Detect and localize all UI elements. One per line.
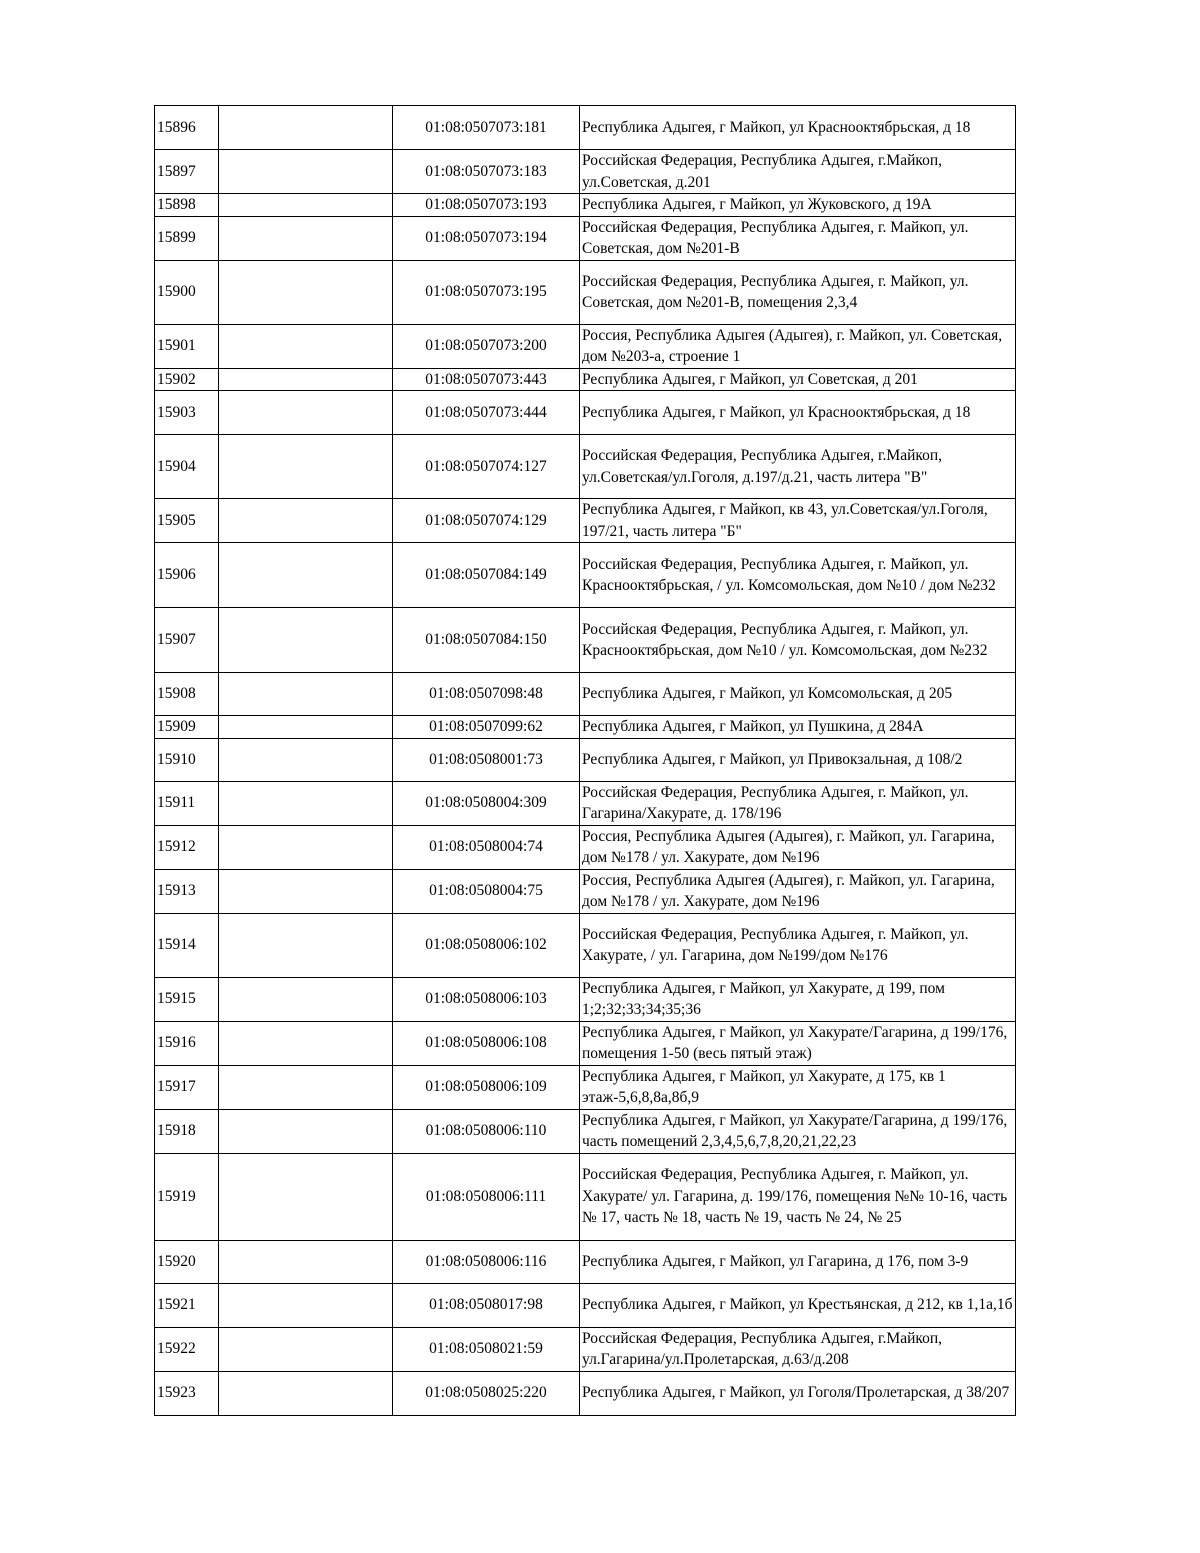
cadastral-number: 01:08:0508006:102 <box>393 913 580 977</box>
empty-cell <box>219 106 393 150</box>
table-row <box>155 106 1016 150</box>
address: Республика Адыгея, г Майкоп, ул Хакурате/Гагарина, д 199/176, помещения 1-50 (весь пятый этаж) <box>580 1021 1016 1065</box>
table-row <box>155 1371 1016 1415</box>
table-row <box>155 869 1016 913</box>
row-number: 15900 <box>155 260 219 324</box>
table-row <box>155 1109 1016 1153</box>
cadastral-number: 01:08:0507084:150 <box>393 608 580 673</box>
empty-cell <box>219 216 393 260</box>
empty-cell <box>219 716 393 739</box>
row-number: 15923 <box>155 1371 219 1415</box>
cadastral-number: 01:08:0507073:181 <box>393 106 580 150</box>
address: Республика Адыгея, г Майкоп, ул Гагарина, д 176, пом 3-9 <box>580 1240 1016 1283</box>
cadastral-number: 01:08:0507098:48 <box>393 673 580 716</box>
address: Россия, Республика Адыгея (Адыгея), г. Майкоп, ул. Советская, дом №203-а, строение 1 <box>580 324 1016 368</box>
row-number: 15915 <box>155 977 219 1021</box>
address: Республика Адыгея, г Майкоп, ул Краснооктябрьская, д 18 <box>580 391 1016 435</box>
row-number: 15904 <box>155 435 219 499</box>
empty-cell <box>219 324 393 368</box>
empty-cell <box>219 543 393 608</box>
row-number: 15896 <box>155 106 219 150</box>
table-row <box>155 673 1016 716</box>
cadastral-number: 01:08:0508006:108 <box>393 1021 580 1065</box>
empty-cell <box>219 608 393 673</box>
table-row <box>155 1240 1016 1283</box>
table-row <box>155 1065 1016 1109</box>
row-number: 15903 <box>155 391 219 435</box>
address: Республика Адыгея, г Майкоп, ул Хакурате, д 199, пом 1;2;32;33;34;35;36 <box>580 977 1016 1021</box>
row-number: 15920 <box>155 1240 219 1283</box>
address: Республика Адыгея, г Майкоп, ул Гоголя/Пролетарская, д 38/207 <box>580 1371 1016 1415</box>
address: Республика Адыгея, г Майкоп, ул Пушкина, д 284А <box>580 716 1016 739</box>
cadastral-number: 01:08:0508006:110 <box>393 1109 580 1153</box>
address: Российская Федерация, Республика Адыгея, г. Майкоп, ул. Хакурате/ ул. Гагарина, д. 199/176, помещения №№ 10-16, часть № 17, часть № 18, часть № 19, часть № 24, № 25 <box>580 1153 1016 1240</box>
empty-cell <box>219 391 393 435</box>
table-row <box>155 368 1016 391</box>
table-row <box>155 781 1016 825</box>
table-row <box>155 435 1016 499</box>
address: Республика Адыгея, г Майкоп, ул Комсомольская, д 205 <box>580 673 1016 716</box>
empty-cell <box>219 1021 393 1065</box>
address: Российская Федерация, Республика Адыгея, г.Майкоп, ул.Гагарина/ул.Пролетарская, д.63/д.208 <box>580 1327 1016 1371</box>
cadastral-number: 01:08:0508006:109 <box>393 1065 580 1109</box>
row-number: 15914 <box>155 913 219 977</box>
cadastral-number: 01:08:0507099:62 <box>393 716 580 739</box>
address: Республика Адыгея, г Майкоп, ул Советская, д 201 <box>580 368 1016 391</box>
cadastral-number: 01:08:0508006:111 <box>393 1153 580 1240</box>
address: Республика Адыгея, г Майкоп, ул Краснооктябрьская, д 18 <box>580 106 1016 150</box>
address: Россия, Республика Адыгея (Адыгея), г. Майкоп, ул. Гагарина, дом №178 / ул. Хакурате, дом №196 <box>580 825 1016 869</box>
address: Российская Федерация, Республика Адыгея, г. Майкоп, ул. Советская, дом №201-В, помещения 2,3,4 <box>580 260 1016 324</box>
empty-cell <box>219 1109 393 1153</box>
empty-cell <box>219 1065 393 1109</box>
table-row <box>155 716 1016 739</box>
empty-cell <box>219 1240 393 1283</box>
cadastral-number: 01:08:0508004:74 <box>393 825 580 869</box>
address: Российская Федерация, Республика Адыгея, г. Майкоп, ул. Хакурате, / ул. Гагарина, дом №199/дом №176 <box>580 913 1016 977</box>
table-row <box>155 913 1016 977</box>
row-number: 15913 <box>155 869 219 913</box>
table-row <box>155 194 1016 217</box>
cadastral-number: 01:08:0508001:73 <box>393 738 580 781</box>
empty-cell <box>219 260 393 324</box>
table-row <box>155 150 1016 194</box>
table-row <box>155 499 1016 543</box>
address: Республика Адыгея, г Майкоп, ул Хакурате/Гагарина, д 199/176, часть помещений 2,3,4,5,6,7,8,20,21,22,23 <box>580 1109 1016 1153</box>
cadastral-number: 01:08:0507073:183 <box>393 150 580 194</box>
table-row <box>155 977 1016 1021</box>
row-number: 15897 <box>155 150 219 194</box>
cadastral-number: 01:08:0507074:127 <box>393 435 580 499</box>
cadastral-number: 01:08:0508004:309 <box>393 781 580 825</box>
empty-cell <box>219 499 393 543</box>
row-number: 15917 <box>155 1065 219 1109</box>
table-row <box>155 1021 1016 1065</box>
empty-cell <box>219 913 393 977</box>
row-number: 15898 <box>155 194 219 217</box>
row-number: 15911 <box>155 781 219 825</box>
cadastral-number: 01:08:0507073:193 <box>393 194 580 217</box>
empty-cell <box>219 781 393 825</box>
table-row <box>155 1283 1016 1327</box>
table-row <box>155 324 1016 368</box>
address: Российская Федерация, Республика Адыгея, г.Майкоп, ул.Советская, д.201 <box>580 150 1016 194</box>
table-row <box>155 738 1016 781</box>
address: Республика Адыгея, г Майкоп, ул Крестьянская, д 212, кв 1,1а,1б <box>580 1283 1016 1327</box>
table-row <box>155 825 1016 869</box>
cadastral-number: 01:08:0508006:116 <box>393 1240 580 1283</box>
cadastral-number: 01:08:0507074:129 <box>393 499 580 543</box>
address: Россия, Республика Адыгея (Адыгея), г. Майкоп, ул. Гагарина, дом №178 / ул. Хакурате, дом №196 <box>580 869 1016 913</box>
row-number: 15919 <box>155 1153 219 1240</box>
address: Российская Федерация, Республика Адыгея, г. Майкоп, ул. Краснооктябрьская, / ул. Комсомольская, дом №10 / дом №232 <box>580 543 1016 608</box>
table-row <box>155 1327 1016 1371</box>
empty-cell <box>219 1371 393 1415</box>
empty-cell <box>219 435 393 499</box>
cadastral-number: 01:08:0507073:444 <box>393 391 580 435</box>
row-number: 15921 <box>155 1283 219 1327</box>
empty-cell <box>219 1153 393 1240</box>
table-row <box>155 216 1016 260</box>
address: Республика Адыгея, г Майкоп, ул Жуковского, д 19А <box>580 194 1016 217</box>
cadastral-number: 01:08:0508006:103 <box>393 977 580 1021</box>
cadastral-number: 01:08:0508004:75 <box>393 869 580 913</box>
row-number: 15905 <box>155 499 219 543</box>
cadastral-number: 01:08:0507073:200 <box>393 324 580 368</box>
empty-cell <box>219 194 393 217</box>
registry-table <box>154 105 1016 1416</box>
cadastral-number: 01:08:0508025:220 <box>393 1371 580 1415</box>
table-row <box>155 608 1016 673</box>
row-number: 15907 <box>155 608 219 673</box>
empty-cell <box>219 977 393 1021</box>
address: Российская Федерация, Республика Адыгея, г.Майкоп, ул.Советская/ул.Гоголя, д.197/д.21, часть литера "В" <box>580 435 1016 499</box>
row-number: 15916 <box>155 1021 219 1065</box>
empty-cell <box>219 738 393 781</box>
cadastral-number: 01:08:0507073:195 <box>393 260 580 324</box>
registry-table-body <box>155 106 1016 1416</box>
table-row <box>155 391 1016 435</box>
empty-cell <box>219 673 393 716</box>
address: Российская Федерация, Республика Адыгея, г. Майкоп, ул. Советская, дом №201-В <box>580 216 1016 260</box>
row-number: 15918 <box>155 1109 219 1153</box>
cadastral-number: 01:08:0508017:98 <box>393 1283 580 1327</box>
row-number: 15909 <box>155 716 219 739</box>
empty-cell <box>219 1283 393 1327</box>
row-number: 15902 <box>155 368 219 391</box>
empty-cell <box>219 150 393 194</box>
table-row <box>155 543 1016 608</box>
address: Республика Адыгея, г Майкоп, ул Хакурате, д 175, кв 1 этаж-5,6,8,8а,8б,9 <box>580 1065 1016 1109</box>
table-row <box>155 1153 1016 1240</box>
address: Российская Федерация, Республика Адыгея, г. Майкоп, ул. Краснооктябрьская, дом №10 / ул. Комсомольская, дом №232 <box>580 608 1016 673</box>
row-number: 15912 <box>155 825 219 869</box>
address: Республика Адыгея, г Майкоп, кв 43, ул.Советская/ул.Гоголя, 197/21, часть литера "Б" <box>580 499 1016 543</box>
empty-cell <box>219 825 393 869</box>
empty-cell <box>219 869 393 913</box>
cadastral-number: 01:08:0507073:194 <box>393 216 580 260</box>
cadastral-number: 01:08:0507084:149 <box>393 543 580 608</box>
row-number: 15910 <box>155 738 219 781</box>
cadastral-number: 01:08:0508021:59 <box>393 1327 580 1371</box>
row-number: 15908 <box>155 673 219 716</box>
row-number: 15906 <box>155 543 219 608</box>
address: Республика Адыгея, г Майкоп, ул Привокзальная, д 108/2 <box>580 738 1016 781</box>
empty-cell <box>219 368 393 391</box>
table-row <box>155 260 1016 324</box>
address: Российская Федерация, Республика Адыгея, г. Майкоп, ул. Гагарина/Хакурате, д. 178/196 <box>580 781 1016 825</box>
row-number: 15901 <box>155 324 219 368</box>
row-number: 15899 <box>155 216 219 260</box>
cadastral-number: 01:08:0507073:443 <box>393 368 580 391</box>
row-number: 15922 <box>155 1327 219 1371</box>
empty-cell <box>219 1327 393 1371</box>
